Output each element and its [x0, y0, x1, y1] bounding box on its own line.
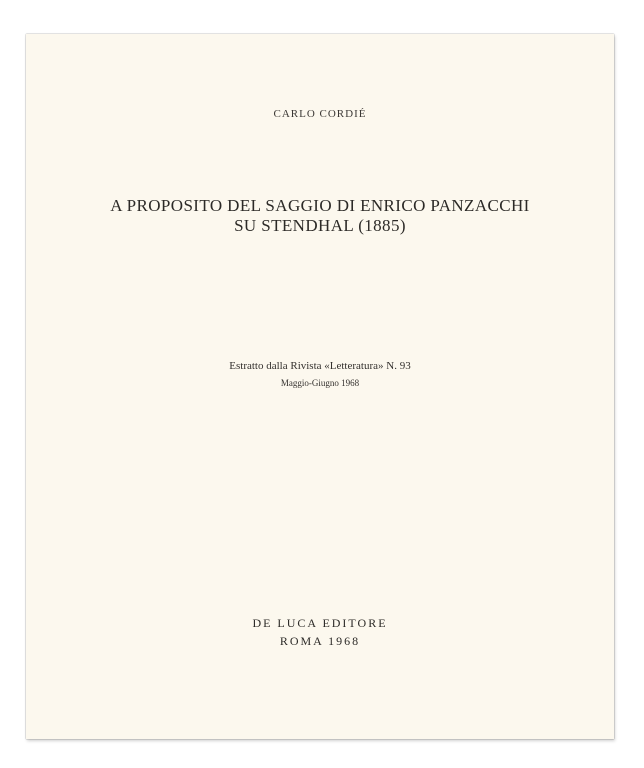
- publisher-name: DE LUCA EDITORE: [252, 616, 388, 630]
- document-cover: [26, 34, 614, 739]
- offprint-note: [26, 359, 614, 390]
- publisher-place-year: ROMA 1968: [279, 634, 361, 648]
- document-title: [26, 196, 614, 236]
- offprint-source: Estratto dalla Rivista «Letteratura» N. 93: [229, 360, 411, 372]
- title-line-2: SU STENDHAL (1885): [234, 216, 406, 235]
- publisher-imprint: [26, 614, 614, 650]
- title-line-1: A PROPOSITO DEL SAGGIO DI ENRICO PANZACCHI: [110, 196, 530, 215]
- author-name: CARLO CORDIÉ: [273, 108, 367, 120]
- offprint-date: Maggio-Giugno 1968: [280, 378, 360, 388]
